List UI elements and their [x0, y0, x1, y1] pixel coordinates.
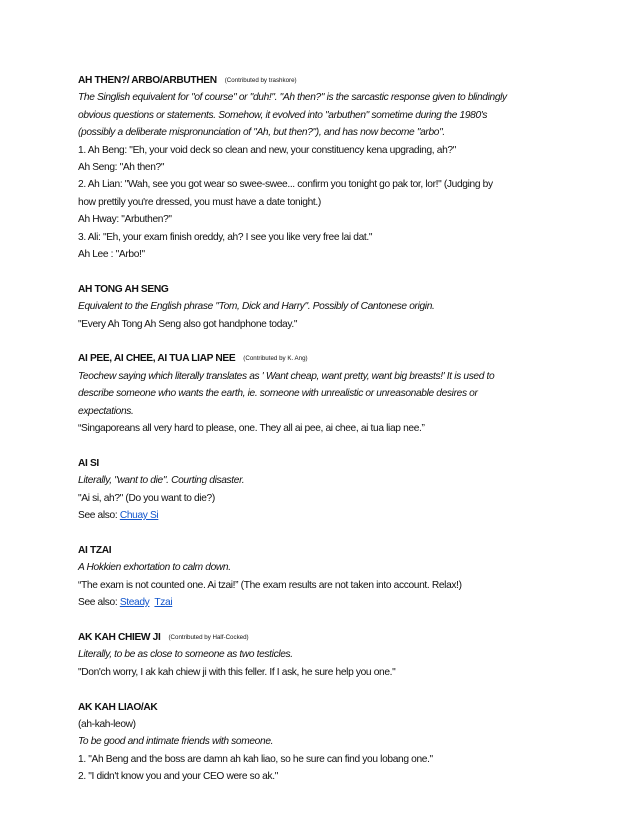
- glossary-entry: [78, 455, 578, 525]
- entry-contributor: (Contributed by K. Ang): [243, 355, 308, 363]
- entry-definition: The Singlish equivalent for "of course" or "duh!". "Ah then?" is the sarcastic response given to blindingly: [78, 92, 507, 104]
- entry-example: “The exam is not counted one. Ai tzai!” (The exam results are not taken into account. Relax!): [78, 579, 462, 591]
- glossary-entry: [78, 629, 578, 681]
- entry-term: AH TONG AH SENG: [78, 283, 169, 295]
- entry-term: AK KAH CHIEW JI: [78, 631, 161, 643]
- document-page: [78, 72, 578, 786]
- entry-definition: expectations.: [78, 405, 134, 417]
- glossary-entry: [78, 350, 578, 437]
- entry-heading: [78, 455, 578, 472]
- entry-example: "Every Ah Tong Ah Seng also got handphone today.": [78, 318, 298, 330]
- entry-term: AI PEE, AI CHEE, AI TUA LIAP NEE: [78, 353, 236, 365]
- entry-term: AI TZAI: [78, 544, 112, 556]
- entry-example: "Ai si, ah?" (Do you want to die?): [78, 492, 215, 504]
- see-also-link-steady[interactable]: Steady: [119, 597, 150, 609]
- entry-example: 2. Ah Lian: "Wah, see you got wear so swee-swee... confirm you tonight go pak tor, lor!" (Judging by: [78, 179, 493, 191]
- entry-example: how prettily you're dressed, you must have a date tonight.): [78, 196, 321, 208]
- entry-example: Ah Lee : "Arbo!": [78, 249, 145, 261]
- entry-heading: [78, 542, 578, 559]
- entry-definition: To be good and intimate friends with someone.: [78, 736, 274, 748]
- see-also: [78, 507, 578, 524]
- entry-contributor: (Contributed by trashkore): [224, 77, 297, 84]
- entry-definition: Literally, "want to die". Courting disaster.: [78, 475, 245, 487]
- entry-term: AH THEN?/ ARBO/ARBUTHEN: [78, 75, 217, 86]
- entry-heading: [78, 629, 578, 646]
- entry-example: Ah Hway: "Arbuthen?": [78, 214, 172, 226]
- glossary-entry: [78, 542, 578, 612]
- spacer: [78, 263, 578, 280]
- entry-example: 3. Ali: "Eh, your exam finish oreddy, ah? I see you like very free lai dat.": [78, 231, 373, 243]
- entry-heading: [78, 281, 578, 298]
- entry-pronunciation: (ah-kah-leow): [78, 718, 136, 730]
- entry-example: 1. "Ah Beng and the boss are damn ah kah liao, so he sure can find you lobang one.": [78, 753, 433, 765]
- entry-definition: Literally, to be as close to someone as two testicles.: [78, 649, 293, 661]
- entry-term: AK KAH LIAO/AK: [78, 701, 158, 713]
- entry-example: 2. "I didn't know you and your CEO were so ak.": [78, 771, 278, 783]
- entry-definition: (possibly a deliberate mispronunciation of "Ah, but then?"), and has now become "arbo".: [78, 127, 445, 139]
- spacer: [78, 525, 578, 542]
- see-also-label: See also:: [78, 510, 118, 522]
- entry-example: "Don'ch worry, I ak kah chiew ji with this feller. If I ask, he sure help you one.": [78, 666, 396, 678]
- entry-example: Ah Seng: "Ah then?": [78, 162, 165, 174]
- glossary-entry: [78, 699, 578, 786]
- entry-example: “Singaporeans all very hard to please, one. They all ai pee, ai chee, ai tua liap nee.”: [78, 423, 425, 435]
- entry-definition: Equivalent to the English phrase "Tom, Dick and Harry". Possibly of Cantonese origin.: [78, 301, 435, 313]
- entry-heading: [78, 72, 578, 89]
- see-also: [78, 594, 578, 611]
- entry-heading: [78, 350, 578, 367]
- glossary-entry: [78, 72, 578, 263]
- see-also-label: See also:: [78, 597, 118, 609]
- glossary-entry: [78, 281, 578, 333]
- entry-contributor: (Contributed by Half-Cocked): [168, 633, 249, 641]
- see-also-link-chuay-si[interactable]: Chuay Si: [119, 510, 159, 522]
- see-also-link-tzai[interactable]: Tzai: [154, 597, 173, 609]
- spacer: [78, 681, 578, 698]
- entry-definition: describe someone who wants the earth, ie. someone with unrealistic or unreasonable desires or: [78, 388, 478, 400]
- entry-example: 1. Ah Beng: "Eh, your void deck so clean and new, your constituency kena upgrading, ah?": [78, 144, 456, 156]
- entry-definition: Teochew saying which literally translates as ' Want cheap, want pretty, want big breasts!' It is used to: [78, 370, 495, 382]
- spacer: [78, 612, 578, 629]
- spacer: [78, 438, 578, 455]
- spacer: [78, 333, 578, 350]
- entry-heading: [78, 699, 578, 716]
- entry-definition: obvious questions or statements. Somehow, it evolved into "arbuthen" sometime during the 1980's: [78, 109, 488, 121]
- entry-definition: A Hokkien exhortation to calm down.: [78, 562, 231, 574]
- entry-term: AI SI: [78, 457, 99, 469]
